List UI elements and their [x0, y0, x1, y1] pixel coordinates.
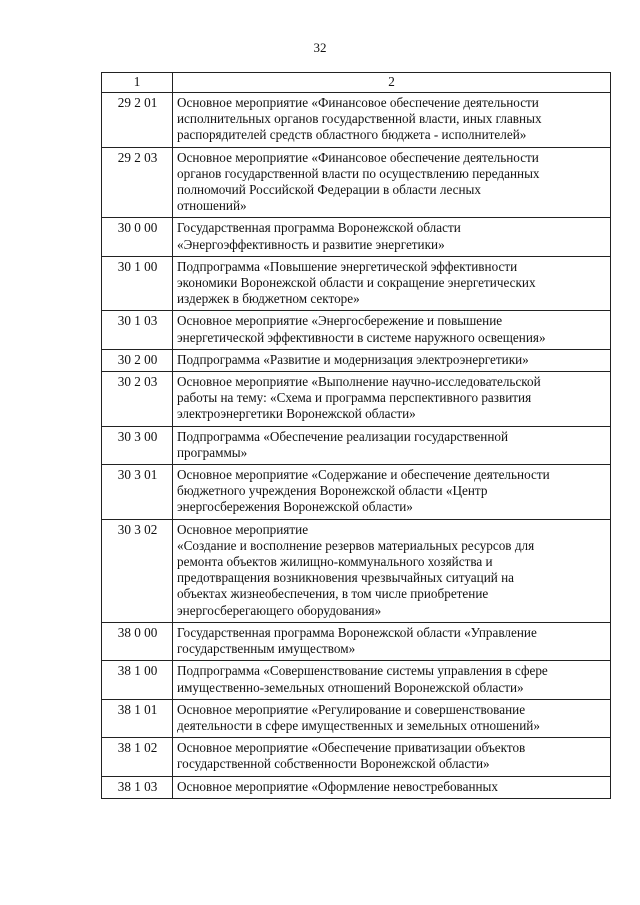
description-line: энергетической эффективности в системе наружного освещения» — [177, 329, 546, 345]
row-code: 30 1 00 — [102, 256, 173, 311]
table-row — [102, 465, 611, 520]
description-line: распорядителей средств областного бюджета - исполнителей» — [177, 127, 527, 143]
table-row — [102, 256, 611, 311]
table-row — [102, 622, 611, 660]
row-description — [173, 465, 611, 520]
description-line: Основное мероприятие «Энергосбережение и повышение — [177, 313, 503, 329]
description-line: государственным имуществом» — [177, 641, 356, 657]
description-line: «Создание и восполнение резервов материальных ресурсов для — [177, 537, 535, 553]
table-row — [102, 661, 611, 699]
row-code: 38 0 00 — [102, 622, 173, 660]
table-row — [102, 426, 611, 464]
description-line: органов государственной власти по осуществлению переданных — [177, 165, 540, 181]
column-header-code: 1 — [102, 73, 173, 93]
description-line: издержек в бюджетном секторе» — [177, 291, 360, 307]
description-line: Подпрограмма «Развитие и модернизация электроэнергетики» — [177, 351, 529, 367]
description-line: бюджетного учреждения Воронежской области «Центр — [177, 483, 488, 499]
description-line: Подпрограмма «Повышение энергетической эффективности — [177, 258, 518, 274]
row-description — [173, 622, 611, 660]
description-line: «Энергоэффективность и развитие энергетики» — [177, 236, 445, 252]
row-code: 30 2 03 — [102, 372, 173, 427]
description-line: Подпрограмма «Обеспечение реализации государственной — [177, 428, 509, 444]
table-row — [102, 218, 611, 256]
description-line: ремонта объектов жилищно-коммунального хозяйства и — [177, 554, 493, 570]
row-description — [173, 311, 611, 349]
row-description — [173, 738, 611, 776]
row-code: 38 1 03 — [102, 776, 173, 798]
row-description — [173, 426, 611, 464]
description-line: объектах жизнеобеспечения, в том числе приобретение — [177, 586, 489, 602]
table-row — [102, 349, 611, 371]
table-row — [102, 776, 611, 798]
page-number: 32 — [313, 40, 327, 55]
description-line: Основное мероприятие «Финансовое обеспечение деятельности — [177, 95, 539, 110]
description-line: Основное мероприятие «Обеспечение приватизации объектов — [177, 740, 526, 756]
row-code: 30 1 03 — [102, 311, 173, 349]
table-row — [102, 93, 611, 148]
row-description — [173, 147, 611, 218]
description-line: Подпрограмма «Совершенствование системы управления в сфере — [177, 663, 548, 679]
row-code: 38 1 02 — [102, 738, 173, 776]
table-body — [102, 93, 611, 799]
description-line: исполнительных органов государственной власти, иных главных — [177, 111, 542, 127]
row-code: 29 2 03 — [102, 147, 173, 218]
table-header-row — [102, 73, 611, 93]
description-line: имущественно-земельных отношений Воронежской области» — [177, 679, 524, 695]
description-line: деятельности в сфере имущественных и земельных отношений» — [177, 717, 540, 733]
row-code: 29 2 01 — [102, 93, 173, 148]
row-code: 30 3 00 — [102, 426, 173, 464]
row-description — [173, 93, 611, 148]
row-code: 38 1 01 — [102, 699, 173, 737]
row-description — [173, 349, 611, 371]
row-description — [173, 699, 611, 737]
table-row — [102, 311, 611, 349]
description-line: программы» — [177, 444, 248, 460]
table-row — [102, 147, 611, 218]
description-line: Основное мероприятие — [177, 521, 309, 537]
description-line: отношений» — [177, 198, 247, 214]
description-line: работы на тему: «Схема и программа перспективного развития — [177, 390, 532, 406]
row-code: 30 0 00 — [102, 218, 173, 256]
description-line: Основное мероприятие «Выполнение научно-исследовательской — [177, 374, 541, 390]
description-line: Основное мероприятие «Оформление невостребованных — [177, 778, 499, 794]
description-line: государственной собственности Воронежской области» — [177, 756, 490, 772]
table-row — [102, 519, 611, 622]
description-line: энергосберегающего оборудования» — [177, 602, 382, 618]
description-line: Основное мероприятие «Финансовое обеспечение деятельности — [177, 149, 539, 165]
row-code: 38 1 00 — [102, 661, 173, 699]
description-line: предотвращения возникновения чрезвычайных ситуаций на — [177, 570, 515, 586]
row-description — [173, 661, 611, 699]
table-row — [102, 372, 611, 427]
row-description — [173, 776, 611, 798]
description-line: Государственная программа Воронежской области — [177, 220, 461, 236]
row-description — [173, 218, 611, 256]
row-description — [173, 256, 611, 311]
description-line: экономики Воронежской области и сокращение энергетических — [177, 275, 536, 291]
row-description — [173, 519, 611, 622]
budget-classification-table — [101, 72, 611, 799]
description-line: Основное мероприятие «Регулирование и совершенствование — [177, 701, 526, 717]
row-code: 30 3 02 — [102, 519, 173, 622]
row-description — [173, 372, 611, 427]
row-code: 30 3 01 — [102, 465, 173, 520]
table-row — [102, 699, 611, 737]
description-line: Государственная программа Воронежской области «Управление — [177, 624, 537, 640]
description-line: полномочий Российской Федерации в области лесных — [177, 182, 481, 198]
description-line: Основное мероприятие «Содержание и обеспечение деятельности — [177, 467, 550, 483]
description-line: энергосбережения Воронежской области» — [177, 499, 413, 515]
row-code: 30 2 00 — [102, 349, 173, 371]
column-header-description: 2 — [173, 73, 611, 93]
description-line: электроэнергетики Воронежской области» — [177, 406, 416, 422]
table-row — [102, 738, 611, 776]
